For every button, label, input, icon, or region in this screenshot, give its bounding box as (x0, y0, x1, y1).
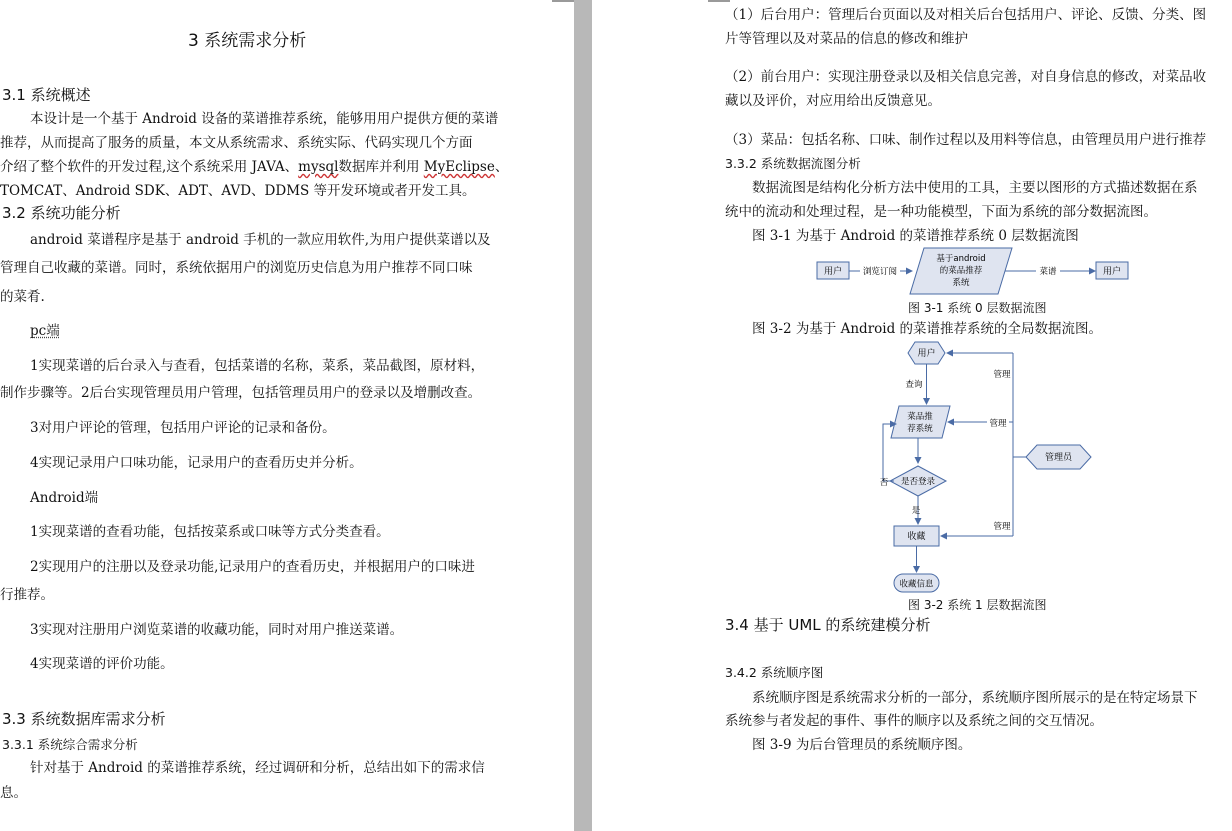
pc-item-4: 4实现记录用户口味功能，记录用户的查看历史并分析。 (30, 455, 363, 471)
section-3-1-heading: 3.1 系统概述 (2, 86, 91, 104)
chapter-title: 3 系统需求分析 (188, 31, 307, 51)
function-line-1: android 菜谱程序是基于 android 手机的一款应用软件,为用户提供菜谱以及 (30, 232, 491, 248)
dfd-intro-line-2: 统中的流动和处理过程，是一种功能模型，下面为系统的部分数据流图。 (725, 204, 1157, 220)
dfd0-system-line-2: 的菜品推荐 (939, 266, 983, 276)
sequence-line-3: 图 3-9 为后台管理员的系统顺序图。 (752, 737, 972, 753)
spell-myeclipse: MyEclipse (423, 159, 495, 175)
requirement-intro-line-1: 针对基于 Android 的菜谱推荐系统，经过调研和分析，总结出如下的需求信 (30, 760, 485, 776)
requirement-intro-line-2: 息。 (0, 785, 27, 801)
dfd0-system-line-3: 系统 (952, 278, 970, 288)
pc-label: pc端 (30, 323, 60, 339)
dfd-intro-line-1: 数据流图是结构化分析方法中使用的工具，主要以图形的方式描述数据在系 (752, 180, 1198, 196)
section-3-3-2-heading: 3.3.2 系统数据流图分析 (725, 156, 861, 171)
fig1-intro: 图 3-1 为基于 Android 的菜谱推荐系统 0 层数据流图 (752, 228, 1079, 244)
req-line-2: 片等管理以及对菜品的信息的修改和维护 (725, 31, 968, 47)
req-line-3: （2）前台用户：实现注册登录以及相关信息完善，对自身信息的修改，对菜品收 (725, 69, 1207, 85)
page-corner-mark (552, 0, 574, 2)
dfd1-manage-bottom-label: 管理 (993, 522, 1011, 532)
sequence-line-2: 系统参与者发起的事件、事件的顺序以及系统之间的交互情况。 (725, 713, 1103, 729)
function-line-2: 管理自己收藏的菜谱。同时，系统依据用户的浏览历史信息为用户推荐不同口味 (0, 260, 473, 276)
section-3-4-heading: 3.4 基于 UML 的系统建模分析 (725, 616, 931, 634)
overview-line-1: 本设计是一个基于 Android 设备的菜谱推荐系统，能够用用户提供方便的菜谱 (30, 111, 499, 127)
dfd0-user-right-label: 用户 (1102, 267, 1122, 277)
page-gutter (574, 0, 592, 831)
right-page (592, 0, 1232, 831)
function-line-3: 的菜肴. (0, 289, 45, 305)
android-item-2: 2实现用户的注册以及登录功能,记录用户的查看历史，并根据用户的口味进 (30, 559, 475, 575)
sequence-line-1: 系统顺序图是系统需求分析的一部分，系统顺序图所展示的是在特定场景下 (752, 690, 1198, 706)
dfd1-no-label: 否 (879, 478, 889, 488)
pc-item-3: 3对用户评论的管理，包括用户评论的记录和备份。 (30, 420, 336, 436)
overview-line-2: 推荐，从而提高了服务的质量，本文从系统需求、系统实际、代码实现几个方面 (0, 135, 473, 151)
dfd1-collect-label: 收藏 (907, 532, 926, 542)
dfd1-admin-label: 管理员 (1044, 453, 1073, 463)
dfd1-manage-top-label: 管理 (993, 370, 1011, 380)
dfd1-user-label: 用户 (917, 349, 936, 359)
overview-line-3-post: 、 (494, 159, 509, 175)
req-line-1: （1）后台用户：管理后台页面以及对相关后台包括用户、评论、反馈、分类、图 (725, 7, 1207, 23)
page-corner-mark (708, 0, 730, 2)
dfd0-edge-left-label: 浏览订阅 (862, 267, 898, 277)
dfd0-edge-right-label: 菜谱 (1039, 267, 1057, 277)
overview-line-3-pre: 介绍了整个软件的开发过程,这个系统采用 JAVA、 (0, 159, 299, 175)
dfd1-collect-info-label: 收藏信息 (899, 579, 934, 590)
fig2-caption: 图 3-2 系统 1 层数据流图 (908, 598, 1047, 612)
spell-mysql: mysql (298, 159, 339, 175)
dfd1-system-line-2: 荐系统 (907, 424, 933, 434)
level-1-dfd-diagram (879, 338, 1112, 598)
dfd0-system-line-1: 基于android (936, 254, 986, 264)
dfd1-query-label: 查询 (905, 380, 923, 390)
dfd1-yes-label: 是 (911, 506, 921, 516)
dfd1-system-line-1: 菜品推 (907, 412, 933, 422)
req-line-5: （3）菜品：包括名称、口味、制作过程以及用料等信息，由管理员用户进行推荐 (725, 132, 1207, 148)
fig1-caption: 图 3-1 系统 0 层数据流图 (908, 301, 1047, 315)
pc-item-2: 制作步骤等。2后台实现管理员用户管理，包括管理员用户的登录以及增删改查。 (0, 385, 482, 401)
android-item-4: 4实现菜谱的评价功能。 (30, 656, 174, 672)
android-label: Android端 (30, 490, 99, 506)
section-3-3-1-heading: 3.3.1 系统综合需求分析 (2, 737, 138, 752)
section-3-3-heading: 3.3 系统数据库需求分析 (2, 710, 166, 728)
fig2-intro: 图 3-2 为基于 Android 的菜谱推荐系统的全局数据流图。 (752, 321, 1103, 337)
android-item-3: 3实现对注册用户浏览菜谱的收藏功能，同时对用户推送菜谱。 (30, 622, 404, 638)
left-page (0, 0, 574, 831)
dfd1-manage-mid-label: 管理 (989, 419, 1007, 429)
overview-line-4: TOMCAT、Android SDK、ADT、AVD、DDMS 等开发环境或者开发工具。 (0, 183, 476, 199)
overview-line-3-mid: 数据库并利用 (338, 159, 424, 175)
android-item-2-cont: 行推荐。 (0, 587, 54, 603)
section-3-4-2-heading: 3.4.2 系统顺序图 (725, 665, 824, 680)
level-0-dfd-diagram (812, 246, 1142, 296)
req-line-4: 藏以及评价，对应用给出反馈意见。 (725, 93, 941, 109)
dfd0-user-left-label: 用户 (823, 267, 843, 277)
dfd1-decision-label: 是否登录 (900, 477, 936, 487)
overview-line-3 (0, 158, 508, 176)
section-3-2-heading: 3.2 系统功能分析 (2, 204, 121, 222)
android-item-1: 1实现菜谱的查看功能，包括按菜系或口味等方式分类查看。 (30, 524, 390, 540)
pc-item-1: 1实现菜谱的后台录入与查看，包括菜谱的名称，菜系，菜品截图，原材料， (30, 358, 485, 374)
